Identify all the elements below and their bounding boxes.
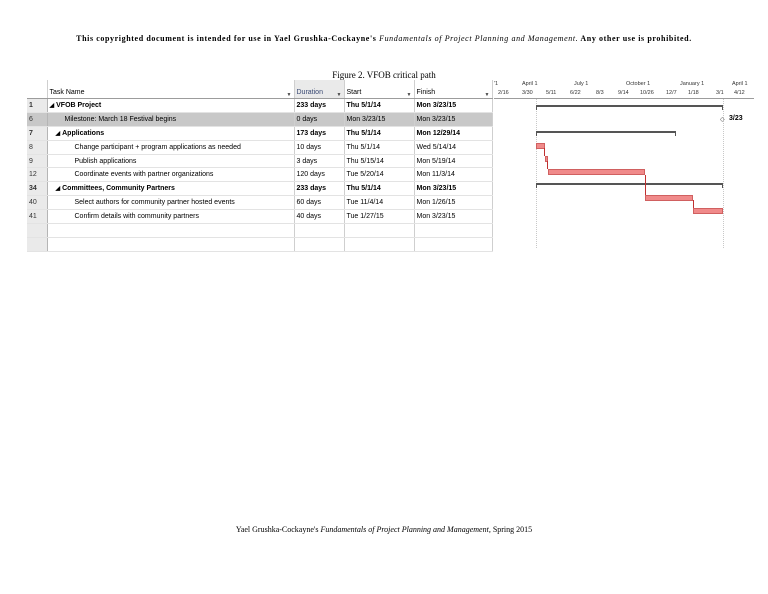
timescale-label: April 1	[522, 81, 538, 87]
timescale-label: 2/16	[498, 90, 509, 96]
finish-cell[interactable]: Mon 3/23/15	[414, 99, 492, 113]
timescale-label: 4/12	[734, 90, 745, 96]
task-bar-select-authors[interactable]	[645, 195, 693, 201]
task-name-header[interactable]: Task Name ▼	[47, 80, 294, 99]
finish-cell[interactable]: Mon 3/23/15	[414, 112, 492, 126]
timescale-label: 8/3	[596, 90, 604, 96]
table-row[interactable]	[27, 126, 492, 140]
footer-suffix: Spring 2015	[492, 525, 533, 534]
duration-cell[interactable]: 10 days	[294, 140, 344, 154]
dropdown-icon[interactable]: ▼	[336, 92, 342, 98]
summary-cap	[536, 105, 537, 110]
timescale-label: 9/14	[618, 90, 629, 96]
table-row[interactable]	[27, 154, 492, 168]
footer-book: Fundamentals of Project Planning and Management,	[320, 525, 491, 534]
timescale-label: 1/18	[688, 90, 699, 96]
timescale-label: October 1	[626, 81, 651, 87]
timescale-label: 6/22	[570, 90, 581, 96]
table-row[interactable]	[27, 196, 492, 210]
timescale-label: 10/26	[640, 90, 654, 96]
duration-cell[interactable]: 233 days	[294, 182, 344, 196]
table-row[interactable]	[27, 140, 492, 154]
figure-title: Figure 2. VFOB critical path	[332, 70, 436, 80]
timescale-label: July 1	[574, 81, 589, 87]
timescale-top	[494, 80, 754, 89]
start-header[interactable]: Start ▼	[344, 80, 414, 99]
table-row[interactable]	[27, 182, 492, 196]
finish-cell[interactable]: Mon 3/23/15	[414, 182, 492, 196]
summary-bar-committees[interactable]	[536, 183, 723, 185]
summary-bar-applications[interactable]	[536, 131, 676, 133]
row-number: 9	[27, 154, 47, 168]
collapse-triangle-icon[interactable]: ◢	[55, 130, 61, 137]
duration-header[interactable]: Duration ▼	[294, 80, 344, 99]
summary-cap	[536, 183, 537, 188]
task-name-cell[interactable]: Coordinate events with partner organizations	[47, 168, 294, 182]
finish-cell[interactable]: Mon 1/26/15	[414, 196, 492, 210]
task-name-cell[interactable]: Confirm details with community partners	[47, 210, 294, 224]
task-name-cell[interactable]: Milestone: March 18 Festival begins	[47, 112, 294, 126]
start-cell[interactable]: Thu 5/1/14	[344, 140, 414, 154]
row-number: 40	[27, 196, 47, 210]
milestone-date-label: 3/23	[729, 115, 743, 122]
dropdown-icon[interactable]: ▼	[484, 92, 490, 98]
task-name-cell[interactable]: ◢ Committees, Community Partners	[47, 182, 294, 196]
finish-cell[interactable]: Mon 12/29/14	[414, 126, 492, 140]
start-cell[interactable]: Tue 5/20/14	[344, 168, 414, 182]
task-name-cell[interactable]: ◢ VFOB Project	[47, 99, 294, 113]
summary-cap	[675, 131, 676, 136]
finish-cell[interactable]: Mon 5/19/14	[414, 154, 492, 168]
duration-cell[interactable]: 60 days	[294, 196, 344, 210]
start-cell[interactable]: Thu 5/1/14	[344, 182, 414, 196]
row-number: 34	[27, 182, 47, 196]
timescale-label: 5/11	[546, 90, 557, 96]
row-number: 7	[27, 126, 47, 140]
timescale-label: January 1	[680, 81, 705, 87]
task-bar-coordinate-events[interactable]	[548, 169, 645, 175]
empty-row[interactable]	[27, 224, 492, 238]
copyright-suffix: Any other use is prohibited.	[580, 34, 692, 43]
duration-cell[interactable]: 233 days	[294, 99, 344, 113]
collapse-triangle-icon[interactable]: ◢	[55, 186, 61, 193]
start-cell[interactable]: Thu 5/1/14	[344, 99, 414, 113]
duration-cell[interactable]: 3 days	[294, 154, 344, 168]
summary-cap	[536, 131, 537, 136]
duration-cell[interactable]: 120 days	[294, 168, 344, 182]
duration-cell[interactable]: 40 days	[294, 210, 344, 224]
copyright-book: Fundamentals of Project Planning and Management.	[379, 34, 579, 43]
timescale-label: '1	[494, 81, 499, 87]
timescale-label: 3/30	[522, 90, 533, 96]
table-row[interactable]	[27, 168, 492, 182]
copyright-notice	[0, 34, 768, 43]
summary-cap	[722, 105, 723, 110]
footer-prefix: Yael Grushka-Cockayne's	[235, 525, 319, 534]
timescale-label: April 1	[732, 81, 748, 87]
duration-cell[interactable]: 173 days	[294, 126, 344, 140]
row-number: 12	[27, 168, 47, 182]
table-row[interactable]	[27, 210, 492, 224]
today-line	[536, 99, 537, 248]
dependency-arrow	[544, 148, 545, 156]
row-number: 8	[27, 140, 47, 154]
page-footer	[0, 525, 768, 534]
table-row[interactable]	[27, 99, 492, 113]
task-name-cell[interactable]: Change participant + program applications as needed	[47, 140, 294, 154]
empty-row[interactable]	[27, 237, 492, 251]
finish-header[interactable]: Finish ▼	[414, 80, 492, 99]
start-cell[interactable]: Thu 5/1/14	[344, 126, 414, 140]
dropdown-icon[interactable]: ▼	[406, 92, 412, 98]
task-name-cell[interactable]: Publish applications	[47, 154, 294, 168]
dependency-arrow	[547, 161, 548, 169]
task-table	[27, 80, 492, 248]
start-cell[interactable]: Tue 1/27/15	[344, 210, 414, 224]
collapse-triangle-icon[interactable]: ◢	[49, 102, 55, 109]
row-number: 1	[27, 99, 47, 113]
finish-cell[interactable]: Mon 3/23/15	[414, 210, 492, 224]
milestone-diamond-icon[interactable]: ◇	[720, 117, 725, 123]
row-number: 6	[27, 112, 47, 126]
copyright-prefix: This copyrighted document is intended for use in Yael Grushka-Cockayne's	[76, 34, 377, 43]
row-number: 41	[27, 210, 47, 224]
summary-cap	[722, 183, 723, 188]
timescale-label: 3/1	[716, 90, 724, 96]
table-header	[27, 80, 492, 99]
start-cell[interactable]: Thu 5/15/14	[344, 154, 414, 168]
gantt-chart	[494, 80, 754, 248]
row-number-header	[27, 80, 47, 99]
duration-cell[interactable]: 0 days	[294, 112, 344, 126]
finish-cell[interactable]: Wed 5/14/14	[414, 140, 492, 154]
dropdown-icon[interactable]: ▼	[286, 92, 292, 98]
task-name-cell[interactable]: Select authors for community partner hosted events	[47, 196, 294, 210]
start-cell[interactable]: Tue 11/4/14	[344, 196, 414, 210]
task-bar-confirm-details[interactable]	[693, 208, 723, 214]
table-row[interactable]	[27, 112, 492, 126]
dependency-arrow	[693, 200, 694, 208]
task-name-cell[interactable]: ◢ Applications	[47, 126, 294, 140]
timescale-label: 12/7	[666, 90, 677, 96]
dependency-arrow	[645, 175, 646, 195]
finish-cell[interactable]: Mon 11/3/14	[414, 168, 492, 182]
summary-bar-vfob-project[interactable]	[536, 105, 723, 107]
start-cell[interactable]: Mon 3/23/15	[344, 112, 414, 126]
timescale-bottom	[494, 89, 754, 99]
